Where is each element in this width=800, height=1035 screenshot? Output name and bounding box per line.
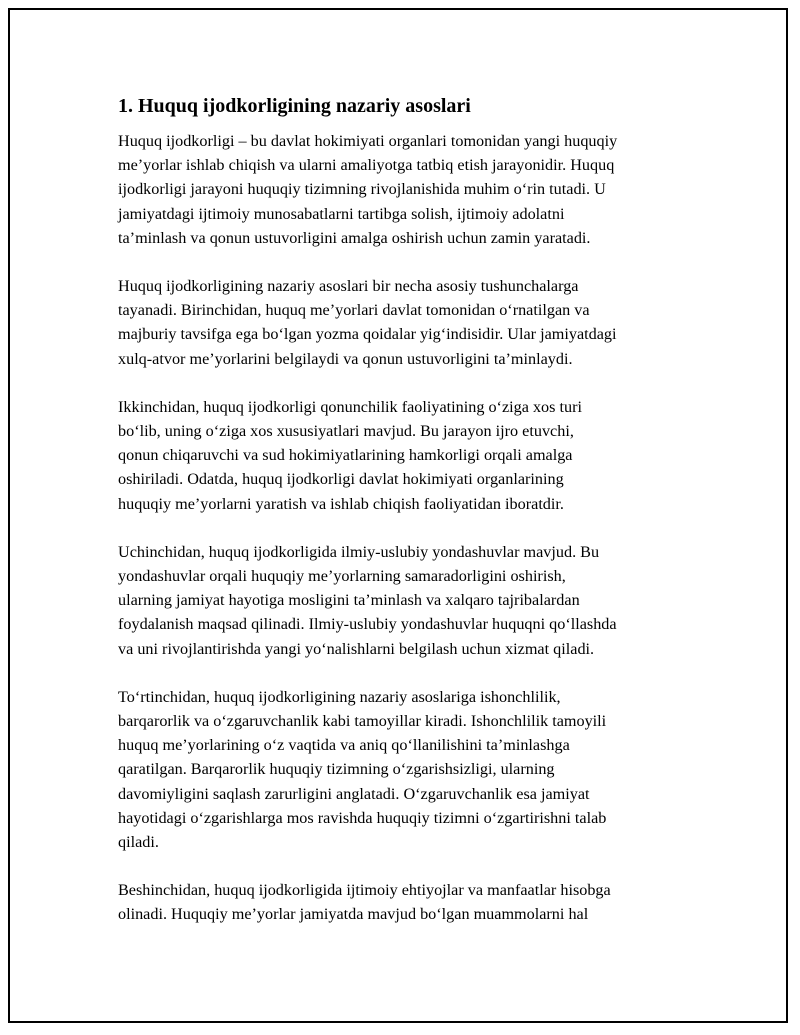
text-line: tayanadi. Birinchidan, huquq me’yorlari davlat tomonidan o‘rnatilgan va bbox=[118, 301, 590, 320]
text-line: me’yorlar ishlab chiqish va ularni amaliyotga tatbiq etish jarayonidir. Huquq bbox=[118, 156, 615, 175]
text-line: ijodkorligi jarayoni huquqiy tizimning rivojlanishida muhim o‘rin tutadi. U bbox=[118, 180, 606, 199]
text-line: majburiy tavsifga ega bo‘lgan yozma qoidalar yig‘indisidir. Ular jamiyatdagi bbox=[118, 325, 617, 344]
paragraph-intro bbox=[118, 129, 690, 250]
text-line: Huquq ijodkorligi – bu davlat hokimiyati organlari tomonidan yangi huquqiy bbox=[118, 132, 618, 150]
text-line: qonun chiqaruvchi va sud hokimiyatlarining hamkorligi orqali amalga bbox=[118, 446, 573, 465]
text-line: huquq me’yorlarining o‘z vaqtida va aniq qo‘llanilishini ta’minlashga bbox=[118, 736, 570, 755]
text-line: Beshinchidan, huquq ijodkorligida ijtimoiy ehtiyojlar va manfaatlar hisobga bbox=[118, 881, 611, 900]
text-line: hayotidagi o‘zgarishlarga mos ravishda huquqiy tizimni o‘zgartirishni talab bbox=[118, 808, 607, 827]
document-body bbox=[118, 93, 690, 951]
text-line: xulq-atvor me’yorlarini belgilaydi va qonun ustuvorligini ta’minlaydi. bbox=[118, 349, 573, 368]
text-line: Ikkinchidan, huquq ijodkorligi qonunchilik faoliyatining o‘ziga xos turi bbox=[118, 397, 582, 416]
section-heading: 1. Huquq ijodkorligining nazariy asoslari bbox=[118, 95, 471, 117]
text-line: davomiyligini saqlash zarurligini anglatadi. O‘zgaruvchanlik esa jamiyat bbox=[118, 784, 590, 803]
text-line: qiladi. bbox=[118, 833, 159, 852]
text-line: To‘rtinchidan, huquq ijodkorligining nazariy asoslariga ishonchlilik, bbox=[118, 687, 561, 706]
paragraph-first-point bbox=[118, 274, 690, 371]
text-line: Huquq ijodkorligining nazariy asoslari bir necha asosiy tushunchalarga bbox=[118, 277, 579, 296]
text-line: ta’minlash va qonun ustuvorligini amalga oshirish uchun zamin yaratadi. bbox=[118, 228, 591, 247]
text-line: jamiyatdagi ijtimoiy munosabatlarni tartibga solish, ijtimoiy adolatni bbox=[118, 204, 565, 223]
text-line: foydalanish maqsad qilinadi. Ilmiy-uslubiy yondashuvlar huquqni qo‘llashda bbox=[118, 615, 617, 634]
text-line: huquqiy me’yorlarni yaratish va ishlab chiqish faoliyatidan iboratdir. bbox=[118, 494, 564, 513]
paragraph-fifth-point bbox=[118, 878, 690, 926]
text-line: olinadi. Huquqiy me’yorlar jamiyatda mavjud bo‘lgan muammolarni hal bbox=[118, 905, 589, 924]
paragraph-second-point bbox=[118, 395, 690, 516]
text-line: bo‘lib, uning o‘ziga xos xususiyatlari mavjud. Bu jarayon ijro etuvchi, bbox=[118, 422, 574, 441]
text-line: Uchinchidan, huquq ijodkorligida ilmiy-uslubiy yondashuvlar mavjud. Bu bbox=[118, 542, 600, 561]
text-line: qaratilgan. Barqarorlik huquqiy tizimning o‘zgarishsizligi, ularning bbox=[118, 760, 555, 779]
text-line: yondashuvlar orqali huquqiy me’yorlarning samaradorligini oshirish, bbox=[118, 567, 566, 586]
text-line: oshiriladi. Odatda, huquq ijodkorligi davlat hokimiyati organlarining bbox=[118, 470, 564, 489]
text-line: barqarorlik va o‘zgaruvchanlik kabi tamoyillar kiradi. Ishonchlilik tamoyili bbox=[118, 712, 607, 731]
text-line: va uni rivojlantirishda yangi yo‘nalishlarni belgilash uchun xizmat qiladi. bbox=[118, 639, 595, 658]
text-line: ularning jamiyat hayotiga mosligini ta’minlash va xalqaro tajribalardan bbox=[118, 591, 580, 610]
paragraph-third-point bbox=[118, 540, 690, 661]
paragraph-fourth-point bbox=[118, 685, 690, 854]
